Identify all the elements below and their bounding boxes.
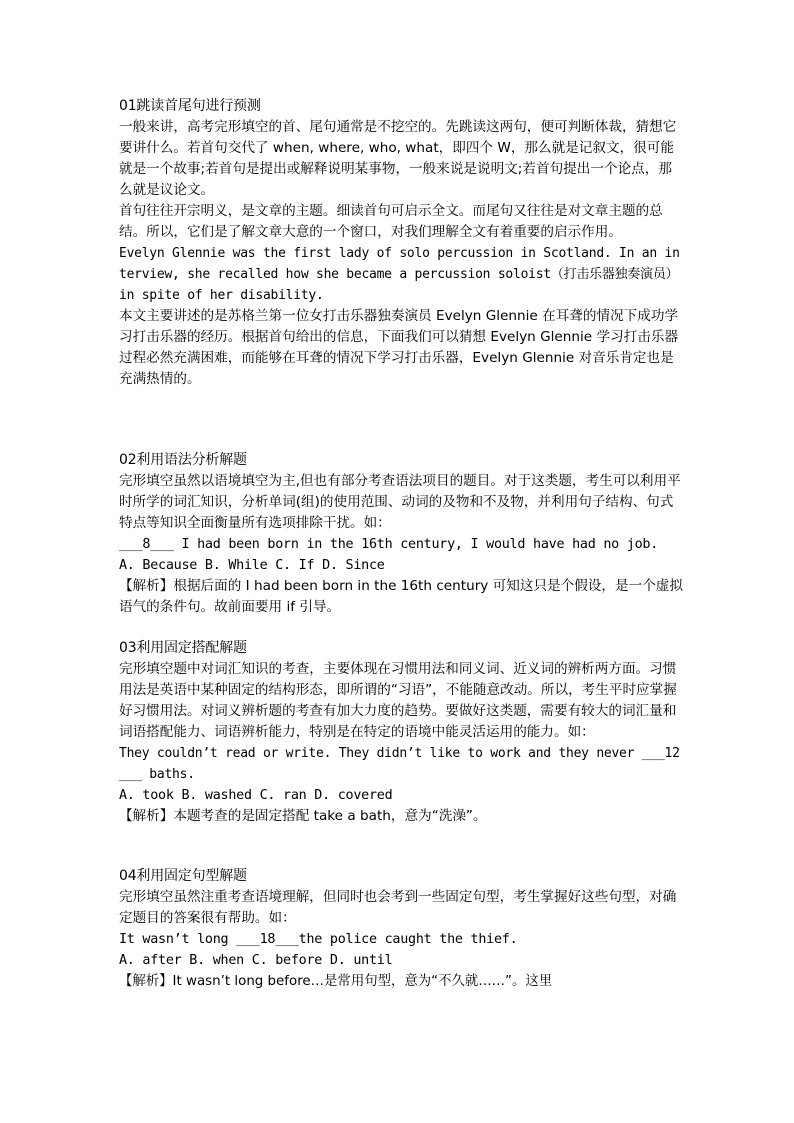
example-passage: Evelyn Glennie was the first lady of solo percussion in Scotland. In an interview, she recalled how she became a percussion soloist（打击乐器独奏演员）in spite of her disability. <box>119 246 680 303</box>
example-options: A. Because B. While C. If D. Since <box>119 558 385 573</box>
section-paragraph: 一般来讲，高考完形填空的首、尾句通常是不挖空的。先跳读这两句，便可判断体裁，猜想它要讲什么。若首句交代了 when, where, who, what，即四个 W，那么就是记叙文，很可能就是一个故事;若首句是提出或解释说明某事物，一般来说是说明文;若首句提出一个论点，那么就是议论文。 <box>119 119 677 198</box>
section-skim-first-last <box>119 96 685 390</box>
example-analysis: 【解析】本题考查的是固定搭配 take a bath，意为“洗澡”。 <box>119 808 487 824</box>
example-analysis: 【解析】It wasn’t long before…是常用句型，意为“不久就……”。这里 <box>119 974 553 989</box>
example-analysis: 【解析】根据后面的 I had been born in the 16th century 可知这只是个假设，是一个虚拟语气的条件句。故前面要用 if 引导。 <box>119 578 683 615</box>
section-fixed-sentence-pattern <box>119 866 685 992</box>
section-paragraph: 完形填空虽然注重考查语境理解，但同时也会考到一些固定句型，考生掌握好这些句型，对确定题目的答案很有帮助。如： <box>119 889 677 926</box>
section-heading: 02利用语法分析解题 <box>119 452 247 468</box>
section-fixed-collocation <box>119 638 685 827</box>
section-heading: 03利用固定搭配解题 <box>119 640 247 656</box>
example-explanation: 本文主要讲述的是苏格兰第一位女打击乐器独奏演员 Evelyn Glennie 在耳聋的情况下成功学习打击乐器的经历。根据首句给出的信息，下面我们可以猜想 Evelyn Glennie 学习打击乐器过程必然充满困难，而能够在耳聋的情况下学习打击乐器，Evelyn Glennie 对音乐肯定也是充满热情的。 <box>119 308 679 387</box>
example-options: A. after B. when C. before D. until <box>119 953 393 968</box>
example-question: ___8___ I had been born in the 16th century, I would have had no job. <box>119 537 659 552</box>
example-options: A. took B. washed C. ran D. covered <box>119 788 393 803</box>
section-heading: 04利用固定句型解题 <box>119 868 247 884</box>
section-grammar-analysis <box>119 450 685 618</box>
section-paragraph: 完形填空虽然以语境填空为主,但也有部分考查语法项目的题目。对于这类题，考生可以利用平时所学的词汇知识，分析单词(组)的使用范围、动词的及物和不及物，并利用句子结构、句式特点等知识全面衡量所有选项排除干扰。如： <box>119 473 681 531</box>
example-question: They couldn’t read or write. They didn’t like to work and they never ___12___ baths. <box>119 746 680 782</box>
section-heading: 01跳读首尾句进行预测 <box>119 98 261 114</box>
section-paragraph: 完形填空题中对词汇知识的考查，主要体现在习惯用法和同义词、近义词的辨析两方面。习惯用法是英语中某种固定的结构形态，即所谓的“习语”，不能随意改动。所以，考生平时应掌握好习惯用法。对词义辨析题的考查有加大力度的趋势。要做好这类题，需要有较大的词汇量和词语搭配能力、词语辨析能力，特别是在特定的语境中能灵活运用的能力。如： <box>119 661 677 740</box>
example-question: It wasn’t long ___18___the police caught the thief. <box>119 932 518 947</box>
section-paragraph: 首句往往开宗明义，是文章的主题。细读首句可启示全文。而尾句又往往是对文章主题的总结。所以，它们是了解文章大意的一个窗口，对我们理解全文有着重要的启示作用。 <box>119 203 663 240</box>
